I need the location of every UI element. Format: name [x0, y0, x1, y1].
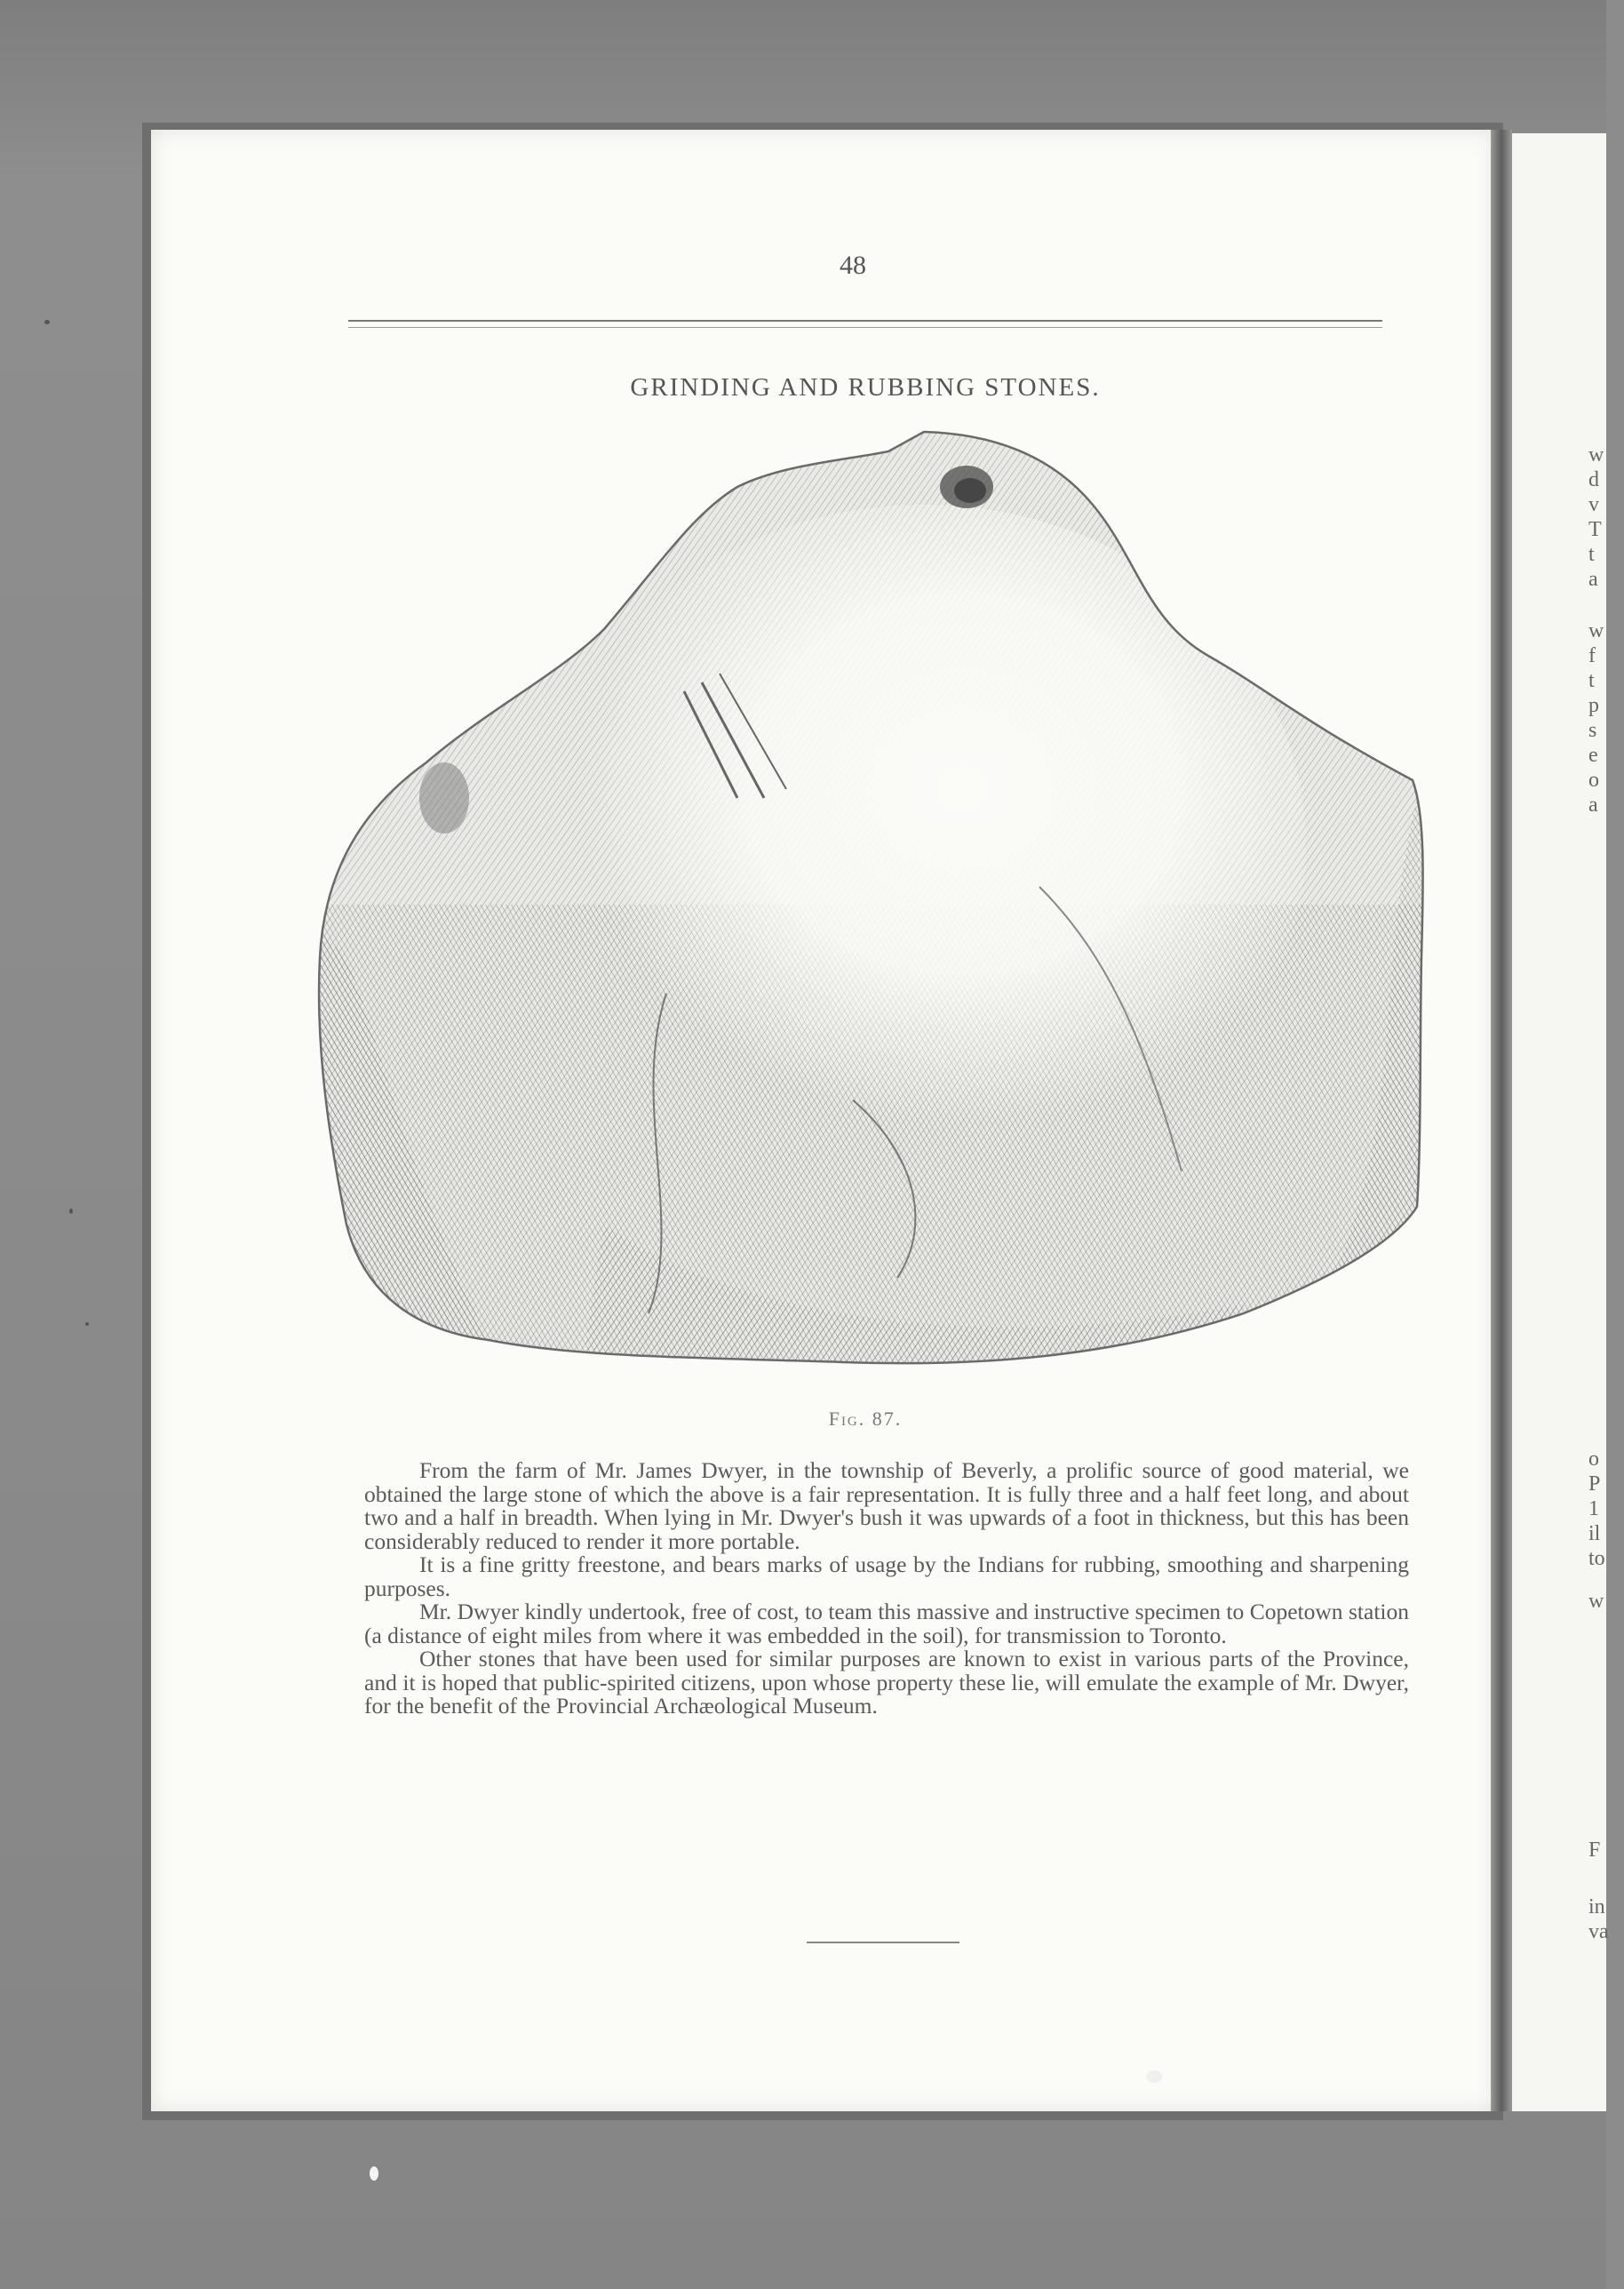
adjacent-page [1512, 133, 1606, 2111]
adjacent-page-fragment: s [1588, 719, 1597, 742]
adjacent-page-fragment: to [1588, 1547, 1605, 1570]
adjacent-page-fragment: p [1588, 694, 1599, 717]
paragraph-1: From the farm of Mr. James Dwyer, in the township of Beverly, a prolific source of good material, we obtained the large stone of which the above is a fair representation. It is fully three and a half feet long, and about two and a half in breadth. When lying in Mr. Dwyer's bush it was upwards of a foot in thickness, but this has been considerably reduced to render it more portable. [364, 1457, 1409, 1554]
adjacent-page-fragment: P [1588, 1472, 1601, 1495]
adjacent-page-fragment: o [1588, 769, 1599, 792]
adjacent-page-fragment: a [1588, 568, 1598, 591]
adjacent-page-fragment: t [1588, 669, 1595, 692]
dust-speck [370, 2166, 378, 2181]
body-text [364, 1459, 1409, 1719]
adjacent-page-fragment: T [1588, 518, 1602, 541]
adjacent-page-fragment: d [1588, 468, 1599, 491]
paragraph-3: Mr. Dwyer kindly undertook, free of cost, to team this massive and instructive specimen to Copetown station (a distance of eight miles from where it was embedded in the soil), for transmission to Toronto. [364, 1599, 1409, 1648]
figure-caption: Fig. 87. [828, 1408, 903, 1430]
adjacent-page-fragment: f [1588, 644, 1596, 667]
dust-speck [69, 1208, 73, 1214]
adjacent-page-fragment: a [1588, 794, 1598, 817]
adjacent-page-fragment: il [1588, 1522, 1601, 1545]
adjacent-page-fragment: 1 [1588, 1497, 1599, 1520]
paragraph-2: It is a fine gritty freestone, and bears marks of usage by the Indians for rubbing, smoothing and sharpening purposes. [364, 1551, 1409, 1601]
dust-speck [44, 320, 50, 324]
dust-speck [85, 1322, 89, 1326]
book-gutter [1491, 130, 1512, 2111]
adjacent-page-fragment: o [1588, 1448, 1599, 1471]
header-rule [348, 320, 1382, 328]
adjacent-page-fragment: w [1588, 619, 1604, 642]
adjacent-page-fragment: t [1588, 543, 1595, 566]
adjacent-page-fragment: w [1588, 1590, 1604, 1613]
adjacent-page-fragment: w [1588, 443, 1604, 467]
footer-rule [807, 1942, 959, 1943]
dust-speck [1146, 2070, 1162, 2083]
adjacent-page-fragment: e [1588, 744, 1598, 767]
engraved-stone-illustration-icon [311, 425, 1439, 1393]
paragraph-4: Other stones that have been used for similar purposes are known to exist in various parts of the Province, and it is hoped that public-spirited citizens, upon whose property these lie, will emulate the example of Mr. Dwyer, for the benefit of the Provincial Archæological Museum. [364, 1646, 1409, 1719]
section-title: GRINDING AND RUBBING STONES. [630, 373, 1101, 402]
stone-figure [311, 425, 1439, 1393]
adjacent-page-fragment: in [1588, 1895, 1605, 1918]
page-number-text: 48 [840, 251, 866, 280]
adjacent-page-fragment: v [1588, 493, 1599, 516]
adjacent-page-fragment: va [1588, 1920, 1609, 1943]
adjacent-page-fragment: F [1588, 1838, 1601, 1862]
